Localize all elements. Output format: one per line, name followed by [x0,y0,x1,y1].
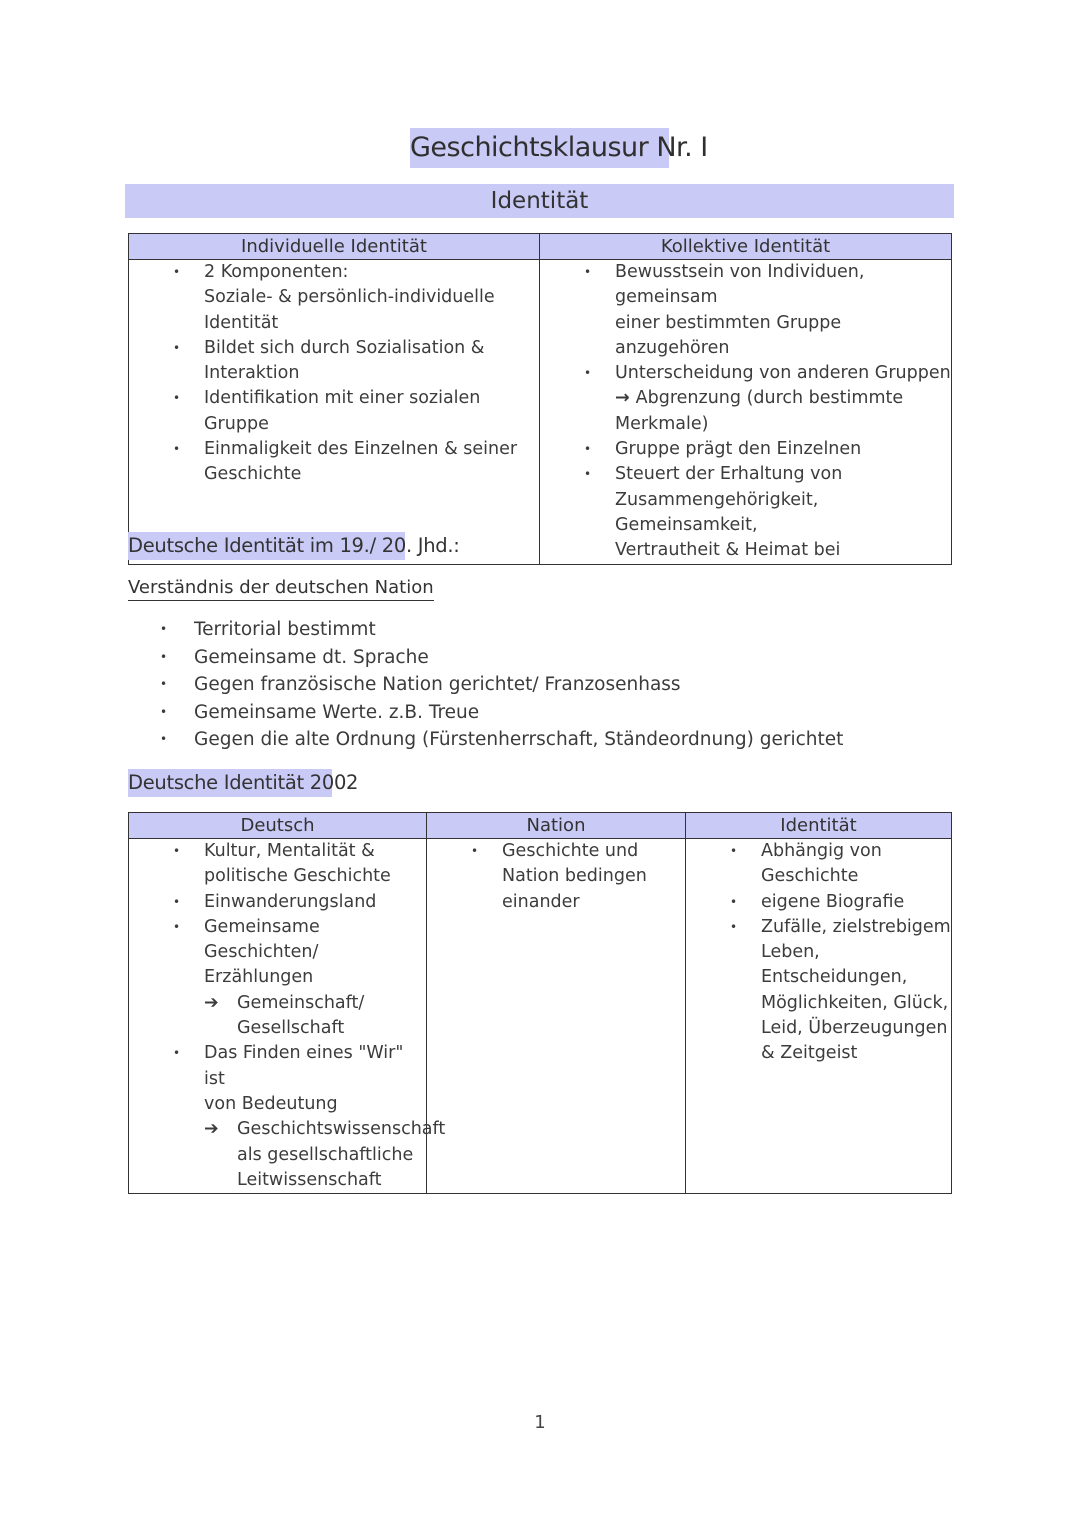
page-number: 1 [534,1412,546,1433]
identity-comparison-table [128,233,952,565]
arrow-note: ➔ Geschichtswissenschaft als gesellschaftliche Leitwissenschaft [204,1119,446,1190]
bullet-dot-icon: • [173,844,181,858]
list-item: • Identifikation mit einer sozialen Gruppe [173,388,481,434]
bullet-dot-icon: • [584,366,592,381]
header-collective-identity: Kollektive Identität [540,234,952,260]
header-individual-identity: Individuelle Identität [129,234,540,260]
identitaet-cell [686,839,952,1194]
bullet-dot-icon: • [173,391,181,406]
collective-identity-cell [540,260,952,565]
table-row [129,260,952,565]
table-header-row [129,813,952,839]
table-row [129,839,952,1194]
header-identitaet: Identität [686,813,952,839]
list-item: • Gemeinsame Geschichten/ Erzählungen [173,916,320,988]
list-item: • Gegen die alte Ordnung (Fürstenherrschaft, Ständeordnung) gerichtet [160,726,843,754]
list-item: • 2 Komponenten: Soziale- & persönlich-individuelle Identität [173,262,495,333]
bullet-dot-icon: • [173,265,181,279]
identity-2002-table [128,812,952,1194]
bullet-dot-icon: • [173,919,181,934]
list-item: • Gemeinsame dt. Sprache [160,644,843,672]
list-item: • Das Finden eines "Wir" ist von Bedeutung [173,1043,404,1114]
list-item: • Geschichte und Nation bedingen einander [471,841,647,912]
bold-arrow-right-icon: ➔ [204,992,219,1013]
bullet-dot-icon: • [160,622,168,636]
list-item: • Einwanderungsland [129,890,426,915]
list-item: • Unterscheidung von anderen Gruppen [540,361,951,386]
bullet-dot-icon: • [160,649,168,664]
bullet-dot-icon: • [584,265,592,279]
individual-identity-cell [129,260,540,565]
arrow-right-icon: → [615,388,630,409]
list-item: • Steuert der Erhaltung von Zusammengehörigkeit, Gemeinsamkeit, Vertrautheit & Heimat bei [584,464,843,561]
bullet-dot-icon: • [471,844,479,858]
arrow-note: → Abgrenzung (durch bestimmte Merkmale) [615,388,904,434]
identity-banner: Identität [125,184,954,218]
list-item: • Kultur, Mentalität & politische Geschichte [173,841,391,887]
list-item: • Gegen französische Nation gerichtet/ Franzosenhass [160,671,843,699]
list-item: • Bildet sich durch Sozialisation & Interaktion [173,337,485,384]
table-header-row [129,234,952,260]
document-title: Geschichtsklausur Nr. I [410,128,669,168]
bold-arrow-right-icon: ➔ [204,1119,219,1140]
list-item: • Gruppe prägt den Einzelnen [540,437,951,462]
bullet-dot-icon: • [160,732,168,746]
bullet-dot-icon: • [730,894,738,909]
bullet-dot-icon: • [730,919,738,934]
bullet-dot-icon: • [584,442,592,457]
bullet-dot-icon: • [730,844,738,858]
section-heading-2002: Deutsche Identität 2002 [128,769,332,797]
list-item: • Gemeinsame Werte. z.B. Treue [160,699,843,727]
bullet-dot-icon: • [173,1046,181,1061]
nation-cell [427,839,686,1194]
bullet-dot-icon: • [173,894,181,909]
nation-understanding-list [160,616,843,754]
list-item: • eigene Biografie [686,890,951,915]
subheading-nation-understanding: Verständnis der deutschen Nation [128,576,434,601]
bullet-dot-icon: • [173,442,181,457]
arrow-note: ➔ Gemeinschaft/ Gesellschaft [204,992,365,1039]
list-item: • Einmaligkeit des Einzelnen & seiner Geschichte [173,439,518,485]
deutsch-cell [129,839,446,1194]
section-heading-19-20-century: Deutsche Identität im 19./ 20. Jhd.: [128,532,405,560]
header-nation: Nation [427,813,686,839]
list-item: • Bewusstsein von Individuen, gemeinsam einer bestimmten Gruppe anzugehören [584,262,865,358]
header-deutsch: Deutsch [129,813,427,839]
bullet-dot-icon: • [173,340,181,355]
bullet-dot-icon: • [584,467,592,482]
bullet-dot-icon: • [160,704,168,719]
bullet-dot-icon: • [160,677,168,691]
list-item: • Zufälle, zielstrebigem Leben, Entscheidungen, Möglichkeiten, Glück, Leid, Überzeugungen & Zeitgeist [730,916,951,1064]
list-item: • Abhängig von Geschichte [730,841,882,887]
list-item: • Territorial bestimmt [160,616,843,644]
